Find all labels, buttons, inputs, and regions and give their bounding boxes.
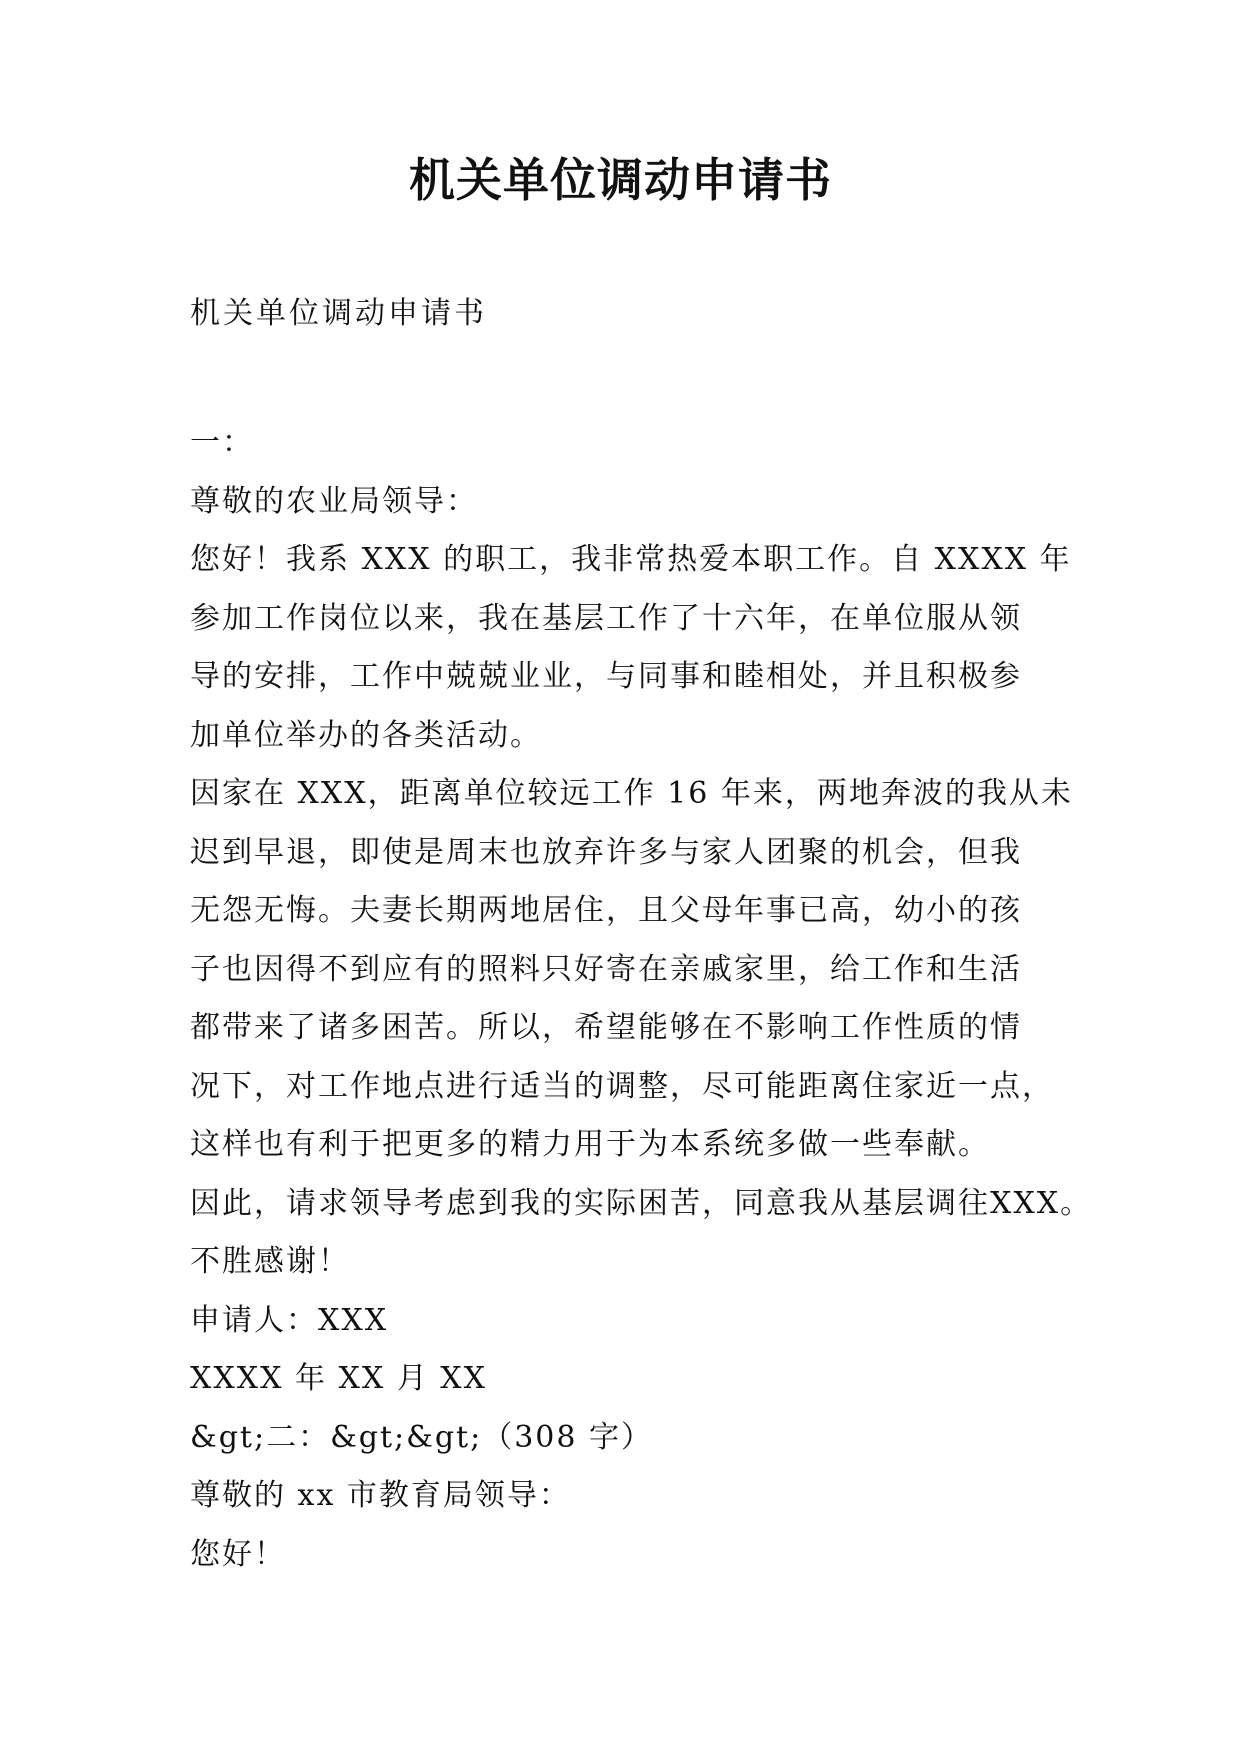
body-line: &gt;二：&gt;&gt;（308 字）	[190, 1419, 654, 1455]
body-line: 都带来了诸多困苦。所以，希望能够在不影响工作性质的情	[190, 1010, 1022, 1045]
document-body	[190, 414, 1093, 1584]
body-line: 尊敬的 xx 市教育局领导：	[190, 1478, 571, 1513]
body-line: 无怨无悔。夫妻长期两地居住，且父母年事已高，幼小的孩	[190, 893, 1022, 928]
body-line: 申请人：XXX	[190, 1302, 389, 1338]
document-title: 机关单位调动申请书	[409, 153, 832, 207]
body-line: 迟到早退，即使是周末也放弃许多与家人团聚的机会，但我	[190, 834, 1022, 870]
body-line: 因此，请求领导考虑到我的实际困苦，同意我从基层调往XXX。	[190, 1185, 1093, 1221]
body-line: 况下，对工作地点进行适当的调整，尽可能距离住家近一点，	[190, 1068, 1054, 1104]
body-line: 子也因得不到应有的照料只好寄在亲戚家里，给工作和生活	[190, 951, 1022, 987]
document-subtitle: 机关单位调动申请书	[190, 296, 487, 331]
body-line: 参加工作岗位以来，我在基层工作了十六年，在单位服从领	[190, 600, 1022, 636]
body-line: XXXX 年 XX 月 XX	[190, 1361, 488, 1396]
body-line: 您好！	[190, 1536, 286, 1572]
body-line: 您好！我系 XXX 的职工，我非常热爱本职工作。自 XXXX 年	[190, 542, 1072, 577]
body-line: 因家在 XXX，距离单位较远工作 16 年来，两地奔波的我从未	[190, 776, 1073, 811]
body-line: 加单位举办的各类活动。	[190, 717, 542, 753]
body-line: 不胜感谢！	[190, 1244, 350, 1279]
body-line: 这样也有利于把更多的精力用于为本系统多做一些奉献。	[190, 1127, 990, 1162]
body-line: 尊敬的农业局领导：	[190, 483, 478, 519]
body-line: 一：	[190, 425, 254, 460]
body-line: 导的安排，工作中兢兢业业，与同事和睦相处，并且积极参	[190, 659, 1022, 694]
